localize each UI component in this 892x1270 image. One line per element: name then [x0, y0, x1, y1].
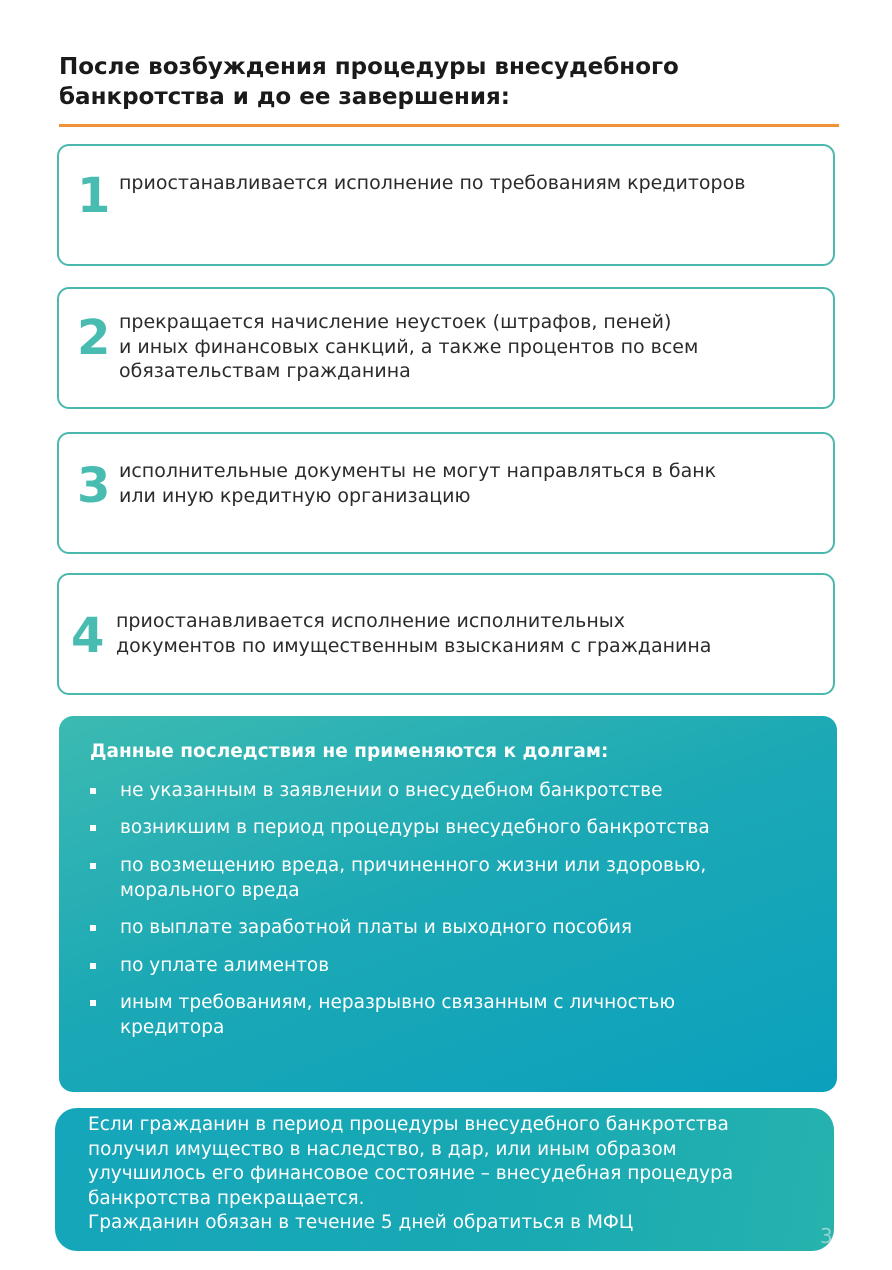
exceptions-heading: Данные последствия не применяются к долгам: [90, 741, 609, 762]
square-bullet-icon [90, 863, 96, 869]
consequence-card-3 [57, 432, 835, 554]
square-bullet-icon [90, 963, 96, 969]
card-number: 3 [77, 458, 111, 514]
card-text: исполнительные документы не могут направляться в банк или иную кредитную организацию [119, 460, 717, 507]
card-text: приостанавливается исполнение по требованиям кредиторов [119, 172, 746, 194]
list-item [90, 779, 810, 804]
page-title: После возбуждения процедуры внесудебного банкротства и до ее завершения: [59, 54, 679, 110]
square-bullet-icon [90, 925, 96, 931]
consequence-card-2 [57, 287, 835, 409]
list-item [90, 991, 810, 1040]
consequence-card-1 [57, 144, 835, 266]
square-bullet-icon [90, 788, 96, 794]
card-number: 2 [77, 310, 111, 366]
consequence-card-4 [57, 573, 835, 695]
list-item-text: не указанным в заявлении о внесудебном банкротстве [120, 780, 663, 801]
note-text: Если гражданин в период процедуры внесудебного банкротства получил имущество в наследство, в дар, или иным образом улучшилось его финансовое состояние – внесудебная процедура банкротства прекращается. Гражданин обязан в течение 5 дней обратиться в МФЦ [88, 1114, 734, 1233]
termination-note [55, 1108, 834, 1251]
list-item [90, 816, 810, 841]
card-number: 1 [77, 168, 111, 224]
list-item-text: по уплате алиментов [120, 955, 330, 976]
list-item [90, 916, 810, 941]
card-text: прекращается начисление неустоек (штрафов, пеней) и иных финансовых санкций, а также процентов по всем обязательствам гражданина [119, 311, 699, 382]
card-number: 4 [71, 608, 105, 664]
list-item-text: по выплате заработной платы и выходного пособия [120, 917, 632, 938]
list-item-text: иным требованиям, неразрывно связанным с личностью кредитора [120, 992, 676, 1038]
exceptions-panel [59, 716, 837, 1092]
square-bullet-icon [90, 1000, 96, 1006]
page-number: 3 [820, 1224, 833, 1248]
list-item-text: по возмещению вреда, причиненного жизни или здоровью, морального вреда [120, 855, 707, 901]
list-item [90, 854, 810, 903]
card-text: приостанавливается исполнение исполнительных документов по имущественным взысканиям с гражданина [116, 610, 712, 657]
list-item [90, 954, 810, 979]
list-item-text: возникшим в период процедуры внесудебного банкротства [120, 817, 710, 838]
square-bullet-icon [90, 825, 96, 831]
title-divider [59, 124, 839, 127]
